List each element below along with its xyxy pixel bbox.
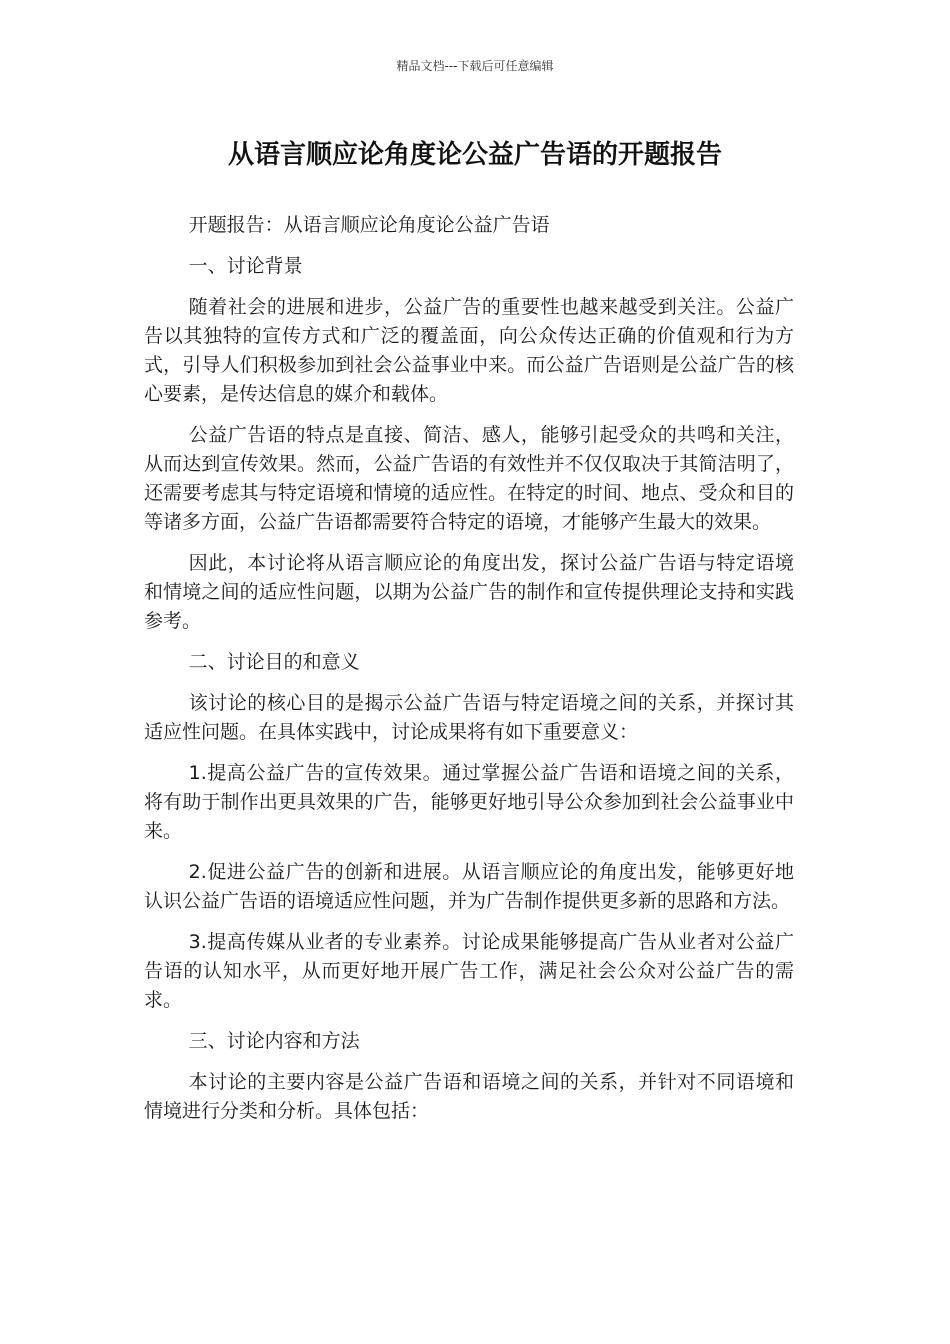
document-body: [144, 211, 794, 1138]
list-item-significance-3: 3.提高传媒从业者的专业素养。讨论成果能够提高广告从业者对公益广告语的认知水平，从而更好地开展广告工作，满足社会公众对公益广告的需求。: [144, 931, 794, 1011]
paragraph-intro: 开题报告：从语言顺应论角度论公益广告语: [188, 214, 550, 236]
paragraph-background-1: 随着社会的进展和进步，公益广告的重要性也越来越受到关注。公益广告以其独特的宣传方式和广泛的覆盖面，向公众传达正确的价值观和行为方式，引导人们积极参加到社会公益事业中来。而公益广告语则是公益广告的核心要素，是传达信息的媒介和载体。: [144, 296, 794, 405]
paragraph-background-3: 因此，本讨论将从语言顺应论的角度出发，探讨公益广告语与特定语境和情境之间的适应性问题，以期为公益广告的制作和宣传提供理论支持和实践参考。: [144, 552, 794, 632]
header-note: 精品文档---下载后可任意编辑: [396, 59, 554, 73]
list-item-significance-1: 1.提高公益广告的宣传效果。通过掌握公益广告语和语境之间的关系，将有助于制作出更具效果的广告，能够更好地引导公众参加到社会公益事业中来。: [144, 762, 794, 842]
section-heading-purpose: 二、讨论目的和意义: [188, 651, 360, 673]
document-title: 从语言顺应论角度论公益广告语的开题报告: [227, 140, 722, 170]
paragraph-purpose: 该讨论的核心目的是揭示公益广告语与特定语境之间的关系，并探讨其适应性问题。在具体实践中，讨论成果将有如下重要意义：: [144, 692, 794, 743]
paragraph-content-method: 本讨论的主要内容是公益广告语和语境之间的关系，并针对不同语境和情境进行分类和分析。具体包括：: [144, 1071, 794, 1122]
section-heading-background: 一、讨论背景: [188, 255, 303, 277]
paragraph-background-2: 公益广告语的特点是直接、简洁、感人，能够引起受众的共鸣和关注，从而达到宣传效果。然而，公益广告语的有效性并不仅仅取决于其简洁明了，还需要考虑其与特定语境和情境的适应性。在特定的时间、地点、受众和目的等诸多方面，公益广告语都需要符合特定的语境，才能够产生最大的效果。: [144, 424, 794, 533]
section-heading-content-method: 三、讨论内容和方法: [188, 1030, 360, 1052]
list-item-significance-2: 2.促进公益广告的创新和进展。从语言顺应论的角度出发，能够更好地认识公益广告语的语境适应性问题，并为广告制作提供更多新的思路和方法。: [144, 861, 794, 912]
